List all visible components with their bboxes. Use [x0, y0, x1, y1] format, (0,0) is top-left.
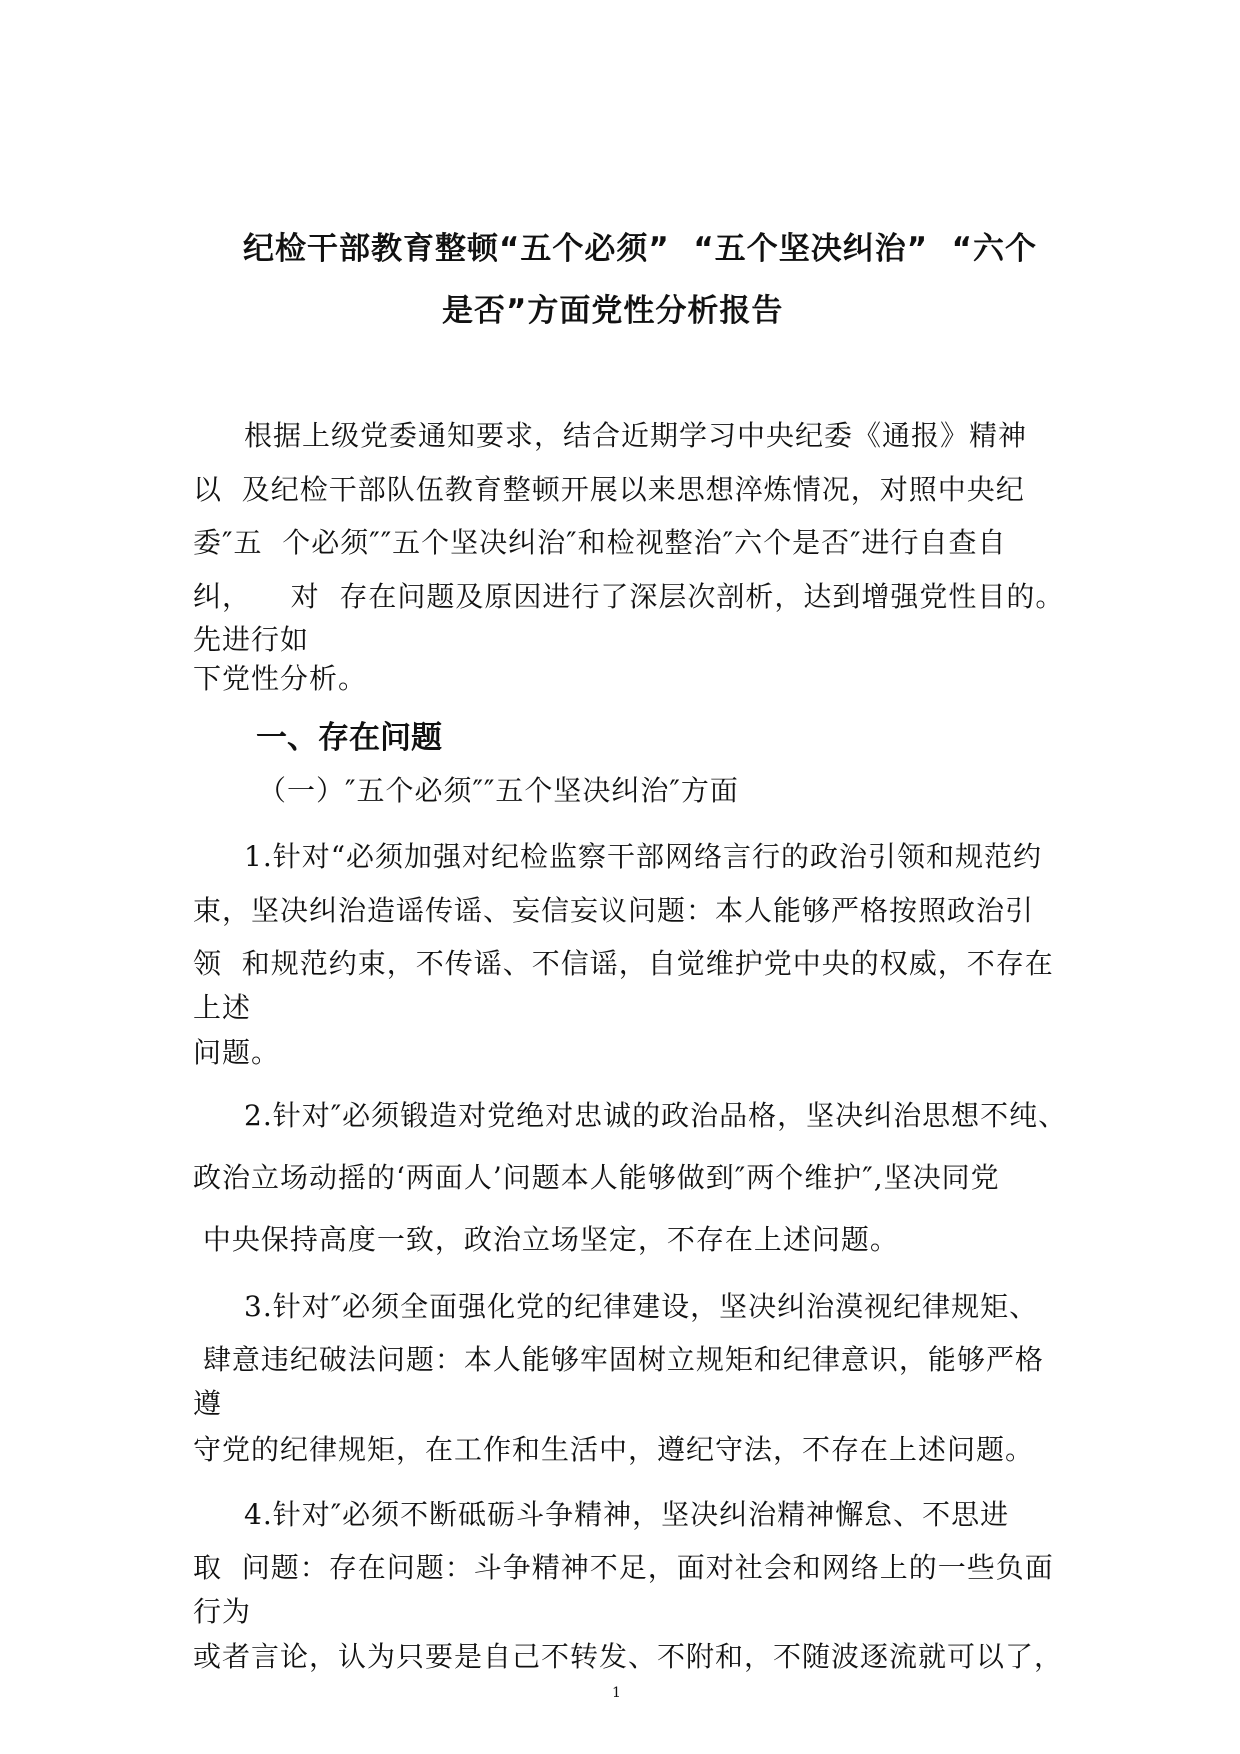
item-2-line: 中央保持高度一致，政治立场坚定，不存在上述问题。	[193, 1223, 899, 1256]
page-number: 1	[612, 1685, 621, 1701]
item-4-line: 行为	[193, 1595, 252, 1628]
intro-line: 下党性分析。	[193, 662, 368, 695]
item-2-line: 2.针对″必须锻造对党绝对忠诚的政治品格，坚决纠治思想不纯、	[244, 1099, 1068, 1132]
intro-line: 以 及纪检干部队伍教育整顿开展以来思想淬炼情况，对照中央纪	[193, 473, 1025, 506]
item-3-line: 3.针对″必须全面强化党的纪律建设，坚决纠治漠视纪律规矩、	[244, 1290, 1039, 1323]
item-4-line: 取 问题：存在问题：斗争精神不足，面对社会和网络上的一些负面	[193, 1551, 1054, 1584]
item-1-line: 领 和规范约束，不传谣、不信谣，自觉维护党中央的权威，不存在	[193, 947, 1054, 980]
item-3-line: 守党的纪律规矩，在工作和生活中，遵纪守法，不存在上述问题。	[193, 1433, 1035, 1466]
item-1-line: 束，坚决纠治造谣传谣、妄信妄议问题：本人能够严格按照政治引	[193, 894, 1035, 927]
intro-line: 先进行如	[193, 623, 310, 656]
item-2-line: 政治立场动摇的‘两面人’问题本人能够做到″两个维护″,坚决同党	[193, 1161, 1000, 1194]
intro-line: 纠， 对 存在问题及原因进行了深层次剖析，达到增强党性目的。	[193, 580, 1065, 613]
item-1-line: 上述	[193, 991, 252, 1024]
document-title-line-2: 是否”方面党性分析报告	[442, 293, 784, 329]
item-1-line: 问题。	[193, 1036, 281, 1069]
item-3-line: 遵	[193, 1387, 223, 1420]
item-3-line: 肆意违纪破法问题：本人能够牢固树立规矩和纪律意识，能够严格	[193, 1343, 1044, 1376]
item-1-line: 1.针对“必须加强对纪检监察干部网络言行的政治引领和规范约	[244, 840, 1043, 873]
item-4-line: 或者言论，认为只要是自己不转发、不附和，不随波逐流就可以了，	[193, 1640, 1064, 1673]
section-heading: 一、存在问题	[256, 720, 442, 756]
document-title-line-1: 纪检干部教育整顿“五个必须” “五个坚决纠治” “六个	[243, 231, 1038, 267]
intro-line: 根据上级党委通知要求，结合近期学习中央纪委《通报》精神	[244, 419, 1028, 452]
item-4-line: 4.针对″必须不断砥砺斗争精神，坚决纠治精神懈怠、不思进	[244, 1498, 1010, 1531]
intro-line: 委″五 个必须″″五个坚决纠治″和检视整治″六个是否″进行自查自	[193, 526, 1007, 559]
subsection-heading: （一）″五个必须″″五个坚决纠治″方面	[258, 774, 739, 807]
